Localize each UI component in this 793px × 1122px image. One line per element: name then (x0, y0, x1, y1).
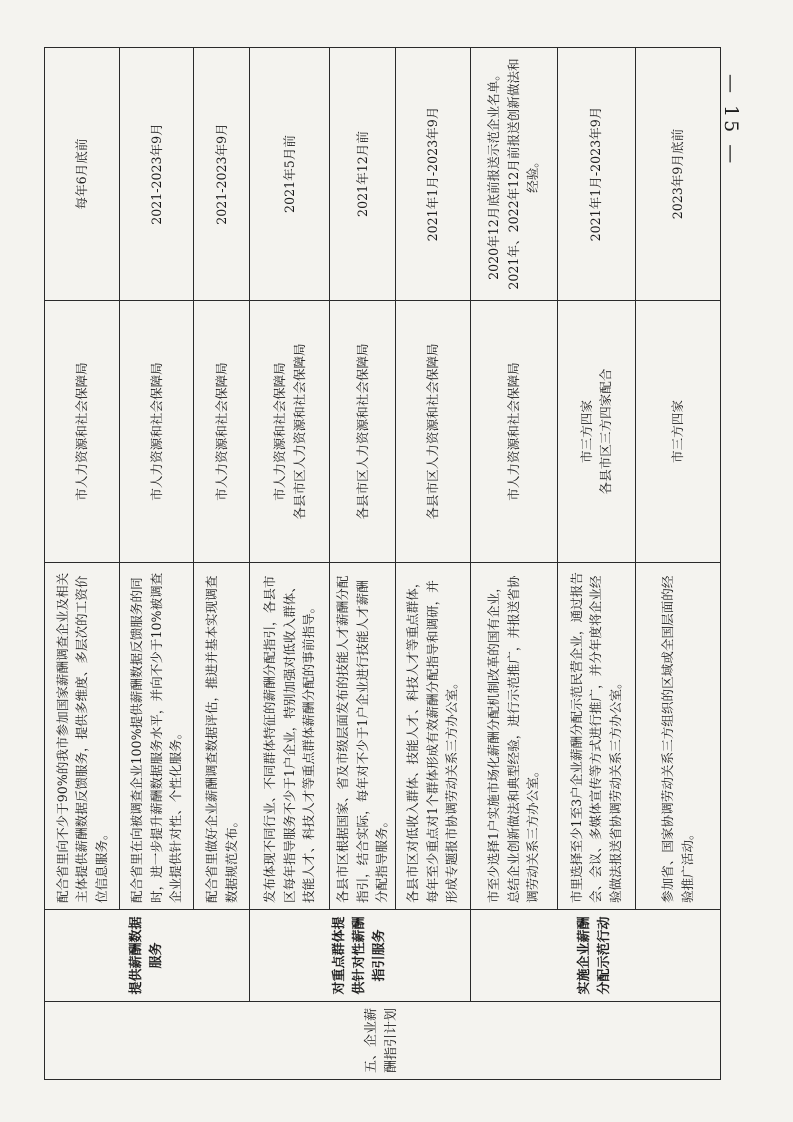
department-cell (395, 301, 470, 563)
description-cell: 配合省里在向被调查企业100%提供薪酬数据反馈服务的同时，进一步提升薪酬数据服务水平，并向不少于10%被调查企业提供针对性、个性化服务。 (120, 563, 194, 910)
description-cell: 参加省、国家协调劳动关系三方组织的区域或全国层面的经验推广活动。 (635, 563, 720, 910)
category-label: 五、企业薪酬指引计划 (364, 1007, 400, 1073)
deadline-cell: 2021年5月前 (250, 48, 330, 301)
task-cell (250, 910, 471, 1002)
department-name: 市人力资源和社会保障局 (505, 362, 521, 501)
rotated-table-wrapper (44, 48, 719, 1080)
table-row (250, 48, 330, 1080)
deadline-cell: 每年6月底前 (45, 48, 120, 301)
department-cell (45, 301, 120, 563)
page-number: — 15 — (720, 74, 742, 167)
department-name: 各县市区人力资源和社会保障局 (424, 343, 440, 520)
department-cell (120, 301, 194, 563)
description-cell: 配合省里做好企业薪酬调查数据评估，推进并基本实现调查数据规范发布。 (194, 563, 250, 910)
table-row (45, 48, 120, 1080)
deadline-cell: 2023年9月底前 (635, 48, 720, 301)
department-name: 市三方四家 (578, 400, 594, 463)
department-cell (557, 301, 635, 563)
description-cell: 各县市区根据国家、省及市级层面发布的技能人才薪酬分配指引，结合实际，每年对不少于1户企业进行技能人才薪酬分配指导服务。 (330, 563, 396, 910)
task-label: 提供薪酬数据服务 (128, 916, 164, 995)
department-name: 市人力资源和社会保障局 (213, 362, 229, 501)
task-label: 对重点群体提供针对性薪酬指引服务 (331, 916, 387, 995)
department-name: 各县市区三方四家配合 (598, 368, 614, 495)
department-name: 各县市区人力资源和社会保障局 (291, 343, 307, 520)
description-cell: 各县市区对低收入群体、技能人才、科技人才等重点群体，每年至少重点对1个群体形成有效薪酬分配指导和调研，并形成专题报市协调劳动关系三方办公室。 (395, 563, 470, 910)
deadline-cell: 2021-2023年9月 (120, 48, 194, 301)
department-cell (470, 301, 557, 563)
department-cell (635, 301, 720, 563)
deadline-cell: 2021-2023年9月 (194, 48, 250, 301)
category-cell (45, 1002, 721, 1080)
task-cell (45, 910, 250, 1002)
department-name: 市人力资源和社会保障局 (271, 362, 287, 501)
table-row (470, 48, 557, 1080)
task-label: 实施企业薪酬分配示范行动 (576, 916, 613, 995)
department-name: 市人力资源和社会保障局 (74, 362, 90, 501)
task-cell (470, 910, 720, 1002)
deadline-cell: 2021年1月-2023年9月 (395, 48, 470, 301)
description-cell: 市至少选择1户实施市场化薪酬分配机制改革的国有企业，总结企业创新做法和典型经验，进行示范推广，并报送省协调劳动关系三方办公室。 (470, 563, 557, 910)
department-name: 市三方四家 (669, 400, 685, 463)
deadline-cell: 2021年1月-2023年9月 (557, 48, 635, 301)
deadline-cell: 2021年12月前 (330, 48, 396, 301)
department-cell (194, 301, 250, 563)
department-name: 市人力资源和社会保障局 (148, 362, 164, 501)
department-name: 各县市区人力资源和社会保障局 (354, 343, 370, 520)
description-cell: 发布体现不同行业、不同群体特征的薪酬分配指引，各县市区每年指导服务不少于1户企业，特别加强对低收入群体、技能人才、科技人才等重点群体薪酬分配的事前指导。 (250, 563, 330, 910)
deadline-cell: 2020年12月底前报送示范企业名单。2021年、2022年12月前报送创新做法和经验。 (470, 48, 557, 301)
department-cell (250, 301, 330, 563)
description-cell: 配合省里向不少于90%的我市参加国家薪酬调查企业及相关主体提供薪酬数据反馈服务，提供多维度、多层次的工资价位信息服务。 (45, 563, 120, 910)
department-cell (330, 301, 396, 563)
description-cell: 市里选择至少1至3户企业薪酬分配示范民营企业，通过报告会、会议、多媒体宣传等方式进行推广，并分年度将企业经验做法报送省协调劳动关系三方办公室。 (557, 563, 635, 910)
work-plan-table (44, 47, 721, 1080)
